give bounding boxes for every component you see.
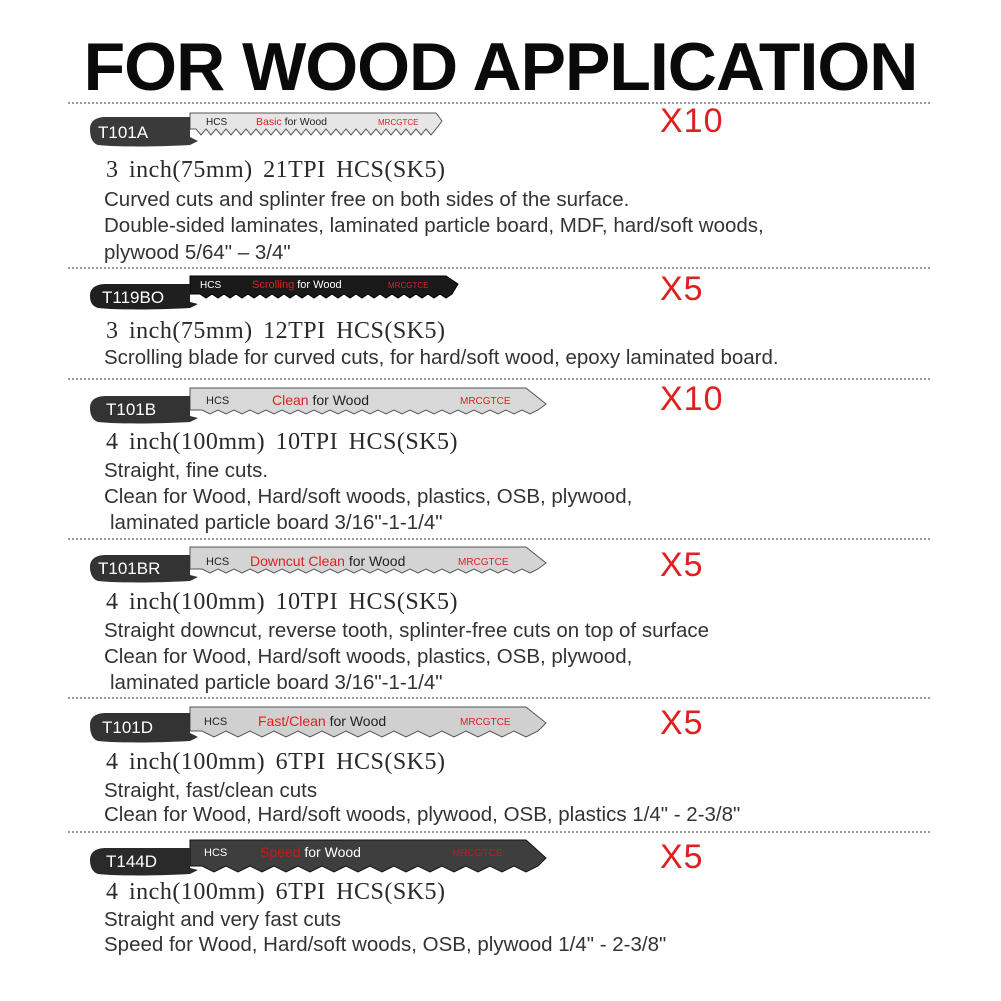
- blade-type-word: Basic: [256, 116, 282, 128]
- blade-for-label: for Wood: [329, 713, 387, 729]
- blade-type-word: Clean: [272, 392, 309, 408]
- page-title: FOR WOOD APPLICATION: [83, 29, 918, 105]
- blade-material-label: HCS: [204, 847, 228, 859]
- blade-code: T101A: [98, 123, 149, 142]
- blade-spec: 4 inch(100mm) 6TPI HCS(SK5): [106, 749, 446, 775]
- blade-code: T119BO: [102, 288, 165, 307]
- divider: [68, 831, 930, 833]
- blade-for-label: for Wood: [312, 392, 370, 408]
- blade-brand: MRCGTCE: [452, 848, 503, 859]
- blade-material-label: HCS: [204, 716, 228, 728]
- blade-brand: MRCGTCE: [460, 396, 511, 407]
- blade-description-line: Scrolling blade for curved cuts, for hard/soft wood, epoxy laminated board.: [104, 346, 779, 369]
- blade-spec: 3 inch(75mm) 12TPI HCS(SK5): [106, 318, 446, 344]
- blade-material-label: HCS: [206, 117, 228, 128]
- blade-material-label: HCS: [200, 280, 222, 291]
- blade-description-line: Clean for Wood, Hard/soft woods, plywood, OSB, plastics 1/4" - 2-3/8": [104, 803, 741, 826]
- blade-spec: 4 inch(100mm) 6TPI HCS(SK5): [106, 879, 446, 905]
- blade-code: T144D: [106, 852, 158, 871]
- blade-material-label: HCS: [206, 556, 230, 568]
- blade-image-t101br: [86, 543, 556, 589]
- blade-image-t119bo: [86, 272, 466, 314]
- blade-for-label: for Wood: [304, 844, 361, 860]
- blade-type-word: Scrolling: [252, 279, 295, 291]
- blade-material-label: HCS: [206, 395, 230, 407]
- blade-description-line: Double-sided laminates, laminated particle board, MDF, hard/soft woods,: [104, 214, 764, 237]
- blade-description-line: Clean for Wood, Hard/soft woods, plastics, OSB, plywood,: [104, 485, 633, 508]
- blade-description-line: Speed for Wood, Hard/soft woods, OSB, plywood 1/4" - 2-3/8": [104, 933, 667, 956]
- quantity-label: X10: [660, 102, 724, 140]
- quantity-label: X5: [660, 704, 704, 742]
- blade-spec: 4 inch(100mm) 10TPI HCS(SK5): [106, 589, 458, 615]
- divider: [68, 267, 930, 269]
- divider: [68, 378, 930, 380]
- blade-image-t144d: [86, 836, 556, 884]
- blade-description-line: Curved cuts and splinter free on both sides of the surface.: [104, 188, 630, 211]
- blade-description-line: Straight, fast/clean cuts: [104, 779, 318, 802]
- divider: [68, 538, 930, 540]
- svg-text:Scrolling for Wood: [252, 279, 342, 291]
- blade-image-t101d: [86, 703, 556, 749]
- svg-text:Clean for Wood: [272, 392, 369, 408]
- blade-description-line: plywood 5/64" – 3/4": [104, 241, 291, 264]
- svg-text:Fast/Clean for Wood: [258, 713, 386, 729]
- blade-description-line: laminated particle board 3/16"-1-1/4": [110, 511, 443, 534]
- blade-type-word: Speed: [260, 844, 301, 860]
- blade-image-t101a: [86, 107, 456, 153]
- blade-image-t101b: [86, 384, 556, 430]
- blade-code: T101BR: [98, 559, 161, 578]
- divider: [68, 102, 930, 104]
- blade-description-line: Clean for Wood, Hard/soft woods, plastics, OSB, plywood,: [104, 645, 633, 668]
- blade-brand: MRCGTCE: [460, 717, 511, 728]
- quantity-label: X5: [660, 546, 704, 584]
- blade-description-line: Straight, fine cuts.: [104, 459, 269, 482]
- quantity-label: X5: [660, 838, 704, 876]
- blade-brand: MRCGTCE: [378, 118, 419, 127]
- blade-description-line: Straight downcut, reverse tooth, splinter-free cuts on top of surface: [104, 619, 710, 642]
- blade-brand: MRCGTCE: [458, 557, 509, 568]
- blade-brand: MRCGTCE: [388, 281, 429, 290]
- blade-for-label: for Wood: [297, 279, 342, 291]
- blade-description-line: laminated particle board 3/16"-1-1/4": [110, 671, 443, 694]
- blade-code: T101B: [106, 400, 157, 419]
- quantity-label: X5: [660, 270, 704, 308]
- svg-text:Downcut Clean for Wood: [250, 553, 405, 569]
- blade-type-word: Fast/Clean: [258, 713, 326, 729]
- blade-spec: 3 inch(75mm) 21TPI HCS(SK5): [106, 157, 446, 183]
- blade-spec: 4 inch(100mm) 10TPI HCS(SK5): [106, 429, 458, 455]
- blade-code: T101D: [102, 718, 154, 737]
- svg-text:Basic for Wood: [256, 116, 327, 128]
- divider: [68, 697, 930, 699]
- blade-for-label: for Wood: [284, 116, 328, 128]
- blade-description-line: Straight and very fast cuts: [104, 908, 342, 931]
- blade-type-word: Downcut Clean: [250, 553, 345, 569]
- svg-text:Speed for Wood: [260, 844, 361, 860]
- blade-for-label: for Wood: [348, 553, 406, 569]
- quantity-label: X10: [660, 380, 724, 418]
